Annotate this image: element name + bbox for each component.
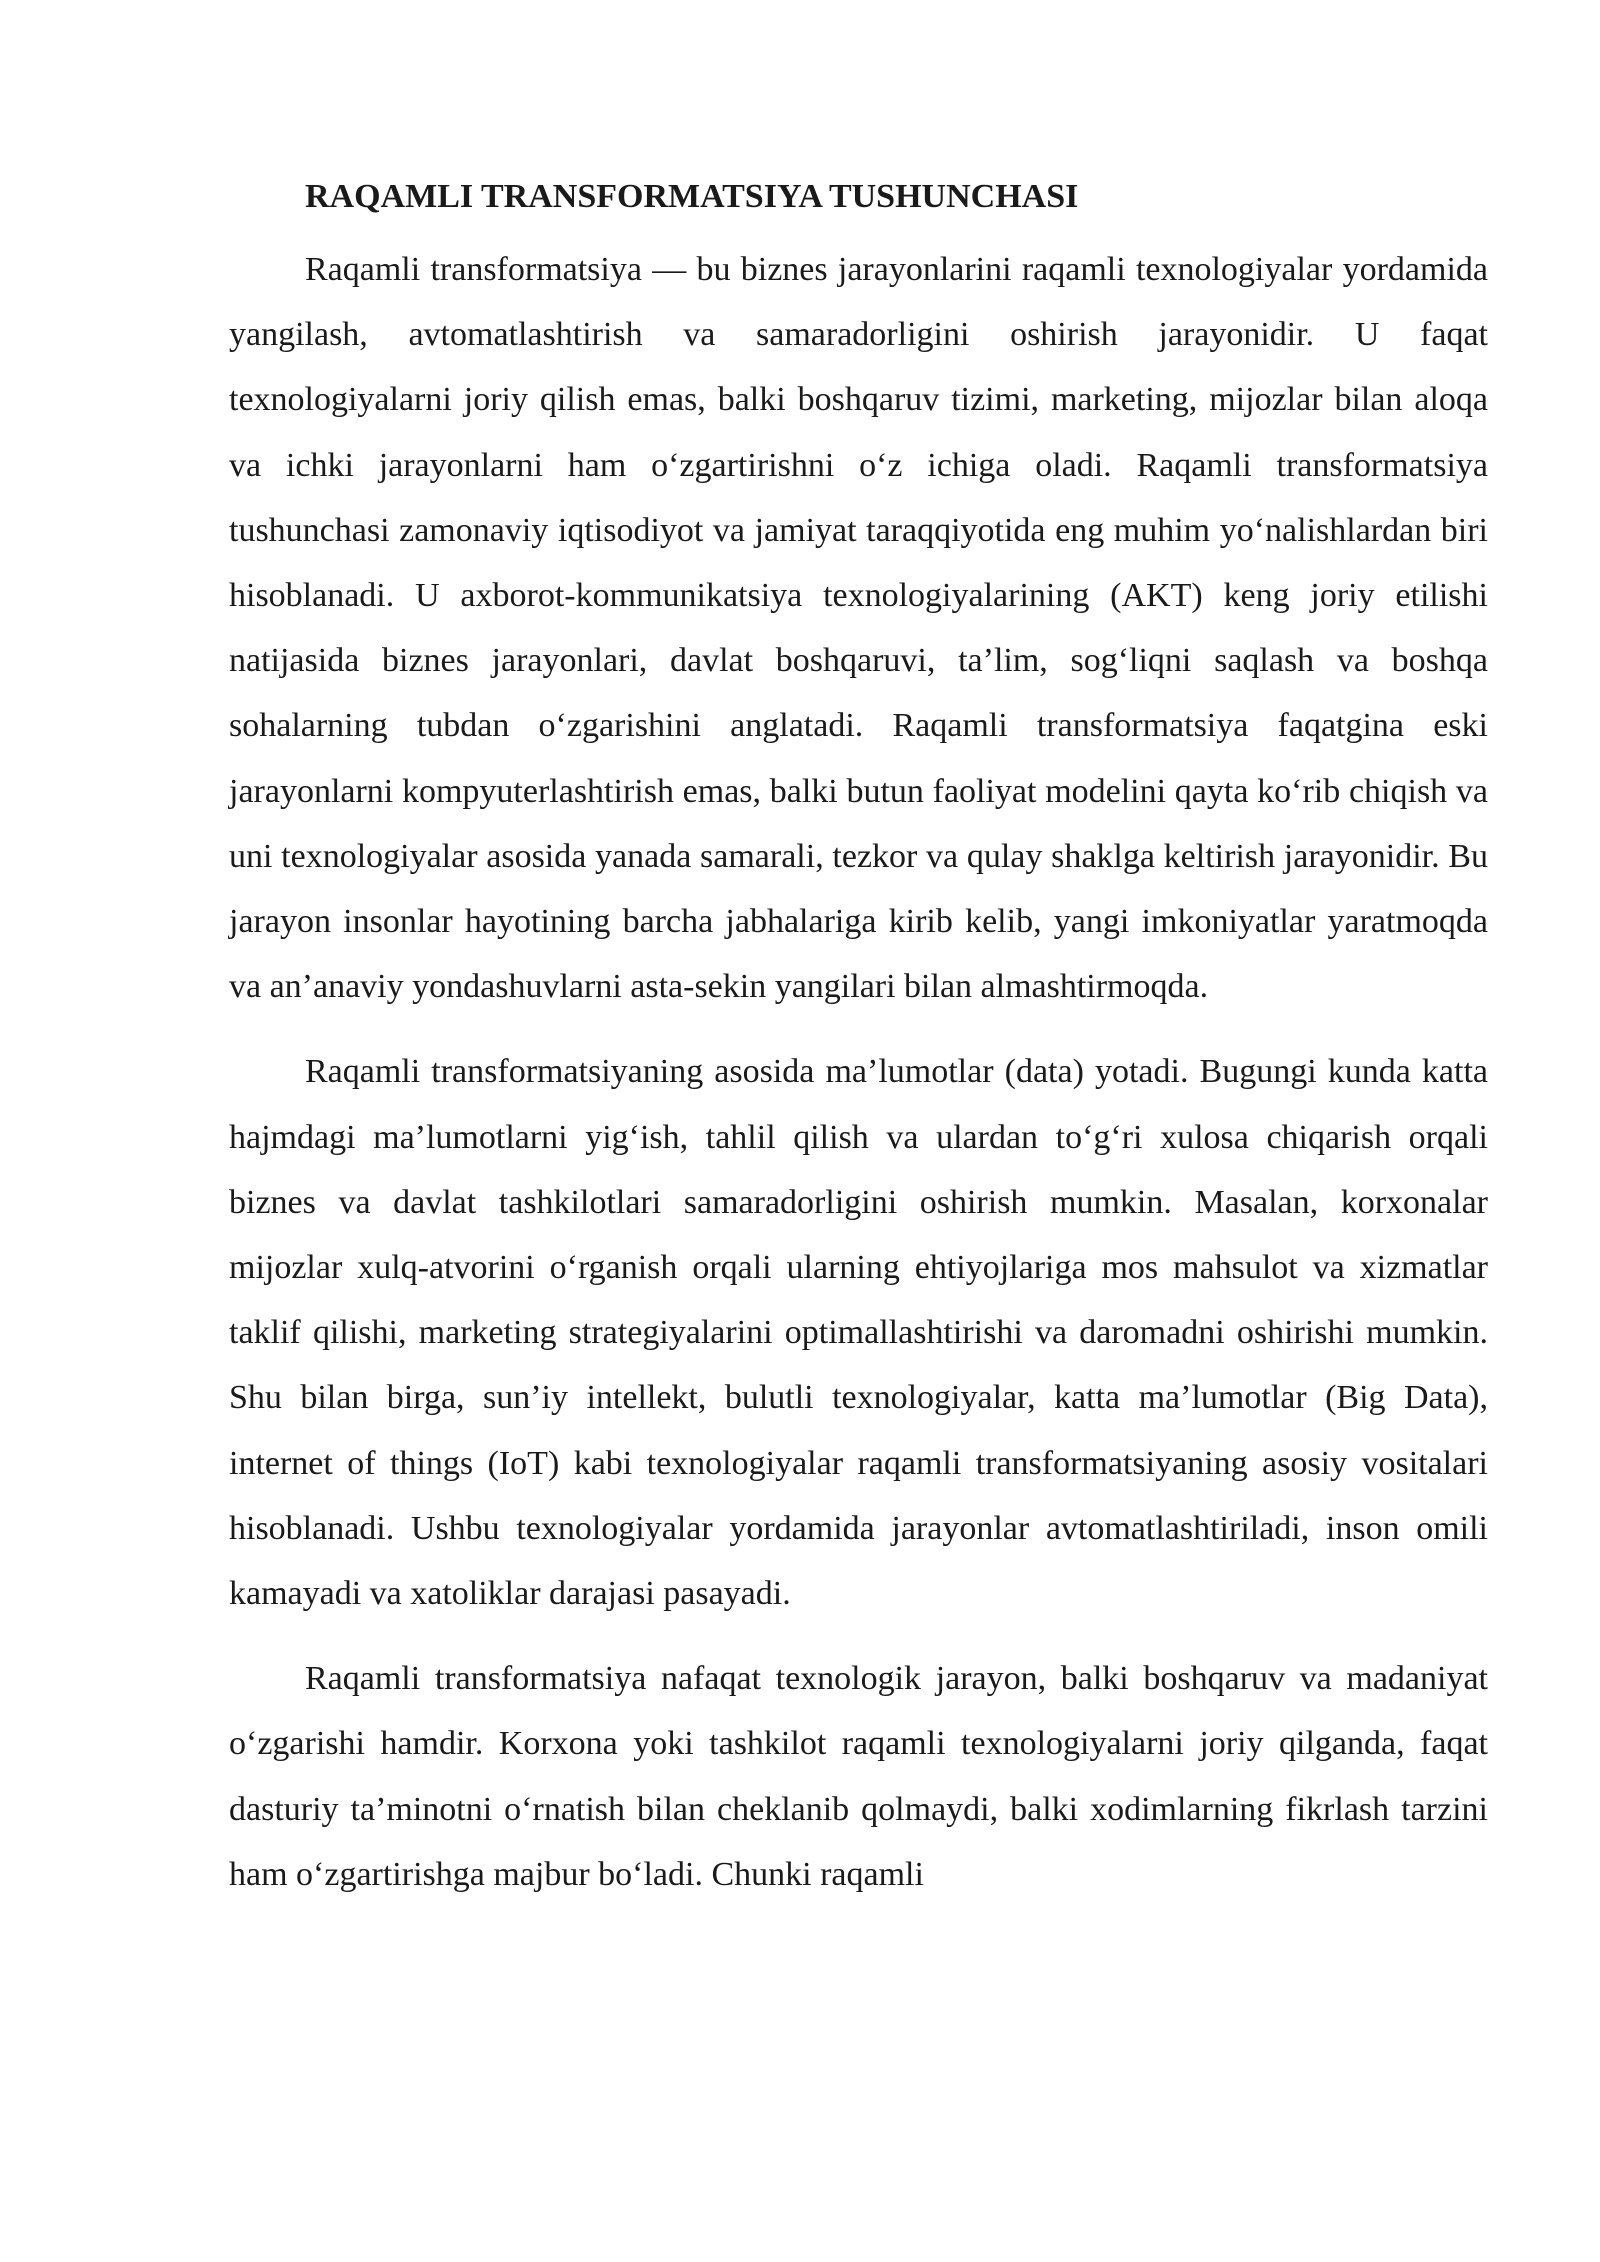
paragraph-1: Raqamli transformatsiya — bu biznes jarayonlarini raqamli texnologiyalar yordamida yangilash, avtomatlashtirish va samaradorligini oshirish jarayonidir. U faqat texnologiyalarni joriy qilish emas, balki boshqaruv tizimi, marketing, mijozlar bilan aloqa va ichki jarayonlarni ham o‘zgartirishni o‘z ichiga oladi. Raqamli transformatsiya tushunchasi zamonaviy iqtisodiyot va jamiyat taraqqiyotida eng muhim yo‘nalishlardan biri hisoblanadi. U axborot-kommunikatsiya texnologiyalarining (AKT) keng joriy etilishi natijasida biznes jarayonlari, davlat boshqaruvi, ta’lim, sog‘liqni saqlash va boshqa sohalarning tubdan o‘zgarishini anglatadi. Raqamli transformatsiya faqatgina eski jarayonlarni kompyuterlashtirish emas, balki butun faoliyat modelini qayta ko‘rib chiqish va uni texnologiyalar asosida yanada samarali, tezkor va qulay shaklga keltirish jarayonidir. Bu jarayon insonlar hayotining barcha jabhalariga kirib kelib, yangi imkoniyatlar yaratmoqda va an’anaviy yondashuvlarni asta-sekin yangilari bilan almashtirmoqda. [229, 251, 1488, 1006]
document-title: RAQAMLI TRANSFORMATSIYA TUSHUNCHASI [305, 178, 1079, 215]
document-body [229, 168, 1488, 1907]
paragraph-2: Raqamli transformatsiyaning asosida ma’lumotlar (data) yotadi. Bugungi kunda katta hajmdagi ma’lumotlarni yig‘ish, tahlil qilish va ulardan to‘g‘ri xulosa chiqarish orqali biznes va davlat tashkilotlari samaradorligini oshirish mumkin. Masalan, korxonalar mijozlar xulq-atvorini o‘rganish orqali ularning ehtiyojlariga mos mahsulot va xizmatlar taklif qilishi, marketing strategiyalarini optimallashtirishi va daromadni oshirishi mumkin. Shu bilan birga, sun’iy intellekt, bulutli texnologiyalar, katta ma’lumotlar (Big Data), internet of things (IoT) kabi texnologiyalar raqamli transformatsiyaning asosiy vositalari hisoblanadi. Ushbu texnologiyalar yordamida jarayonlar avtomatlashtiriladi, inson omili kamayadi va xatoliklar darajasi pasayadi. [229, 1053, 1488, 1613]
paragraph-3: Raqamli transformatsiya nafaqat texnologik jarayon, balki boshqaruv va madaniyat o‘zgarishi hamdir. Korxona yoki tashkilot raqamli texnologiyalarni joriy qilganda, faqat dasturiy ta’minotni o‘rnatish bilan cheklanib qolmaydi, balki xodimlarning fikrlash tarzini ham o‘zgartirishga majbur bo‘ladi. Chunki raqamli [229, 1660, 1488, 1893]
